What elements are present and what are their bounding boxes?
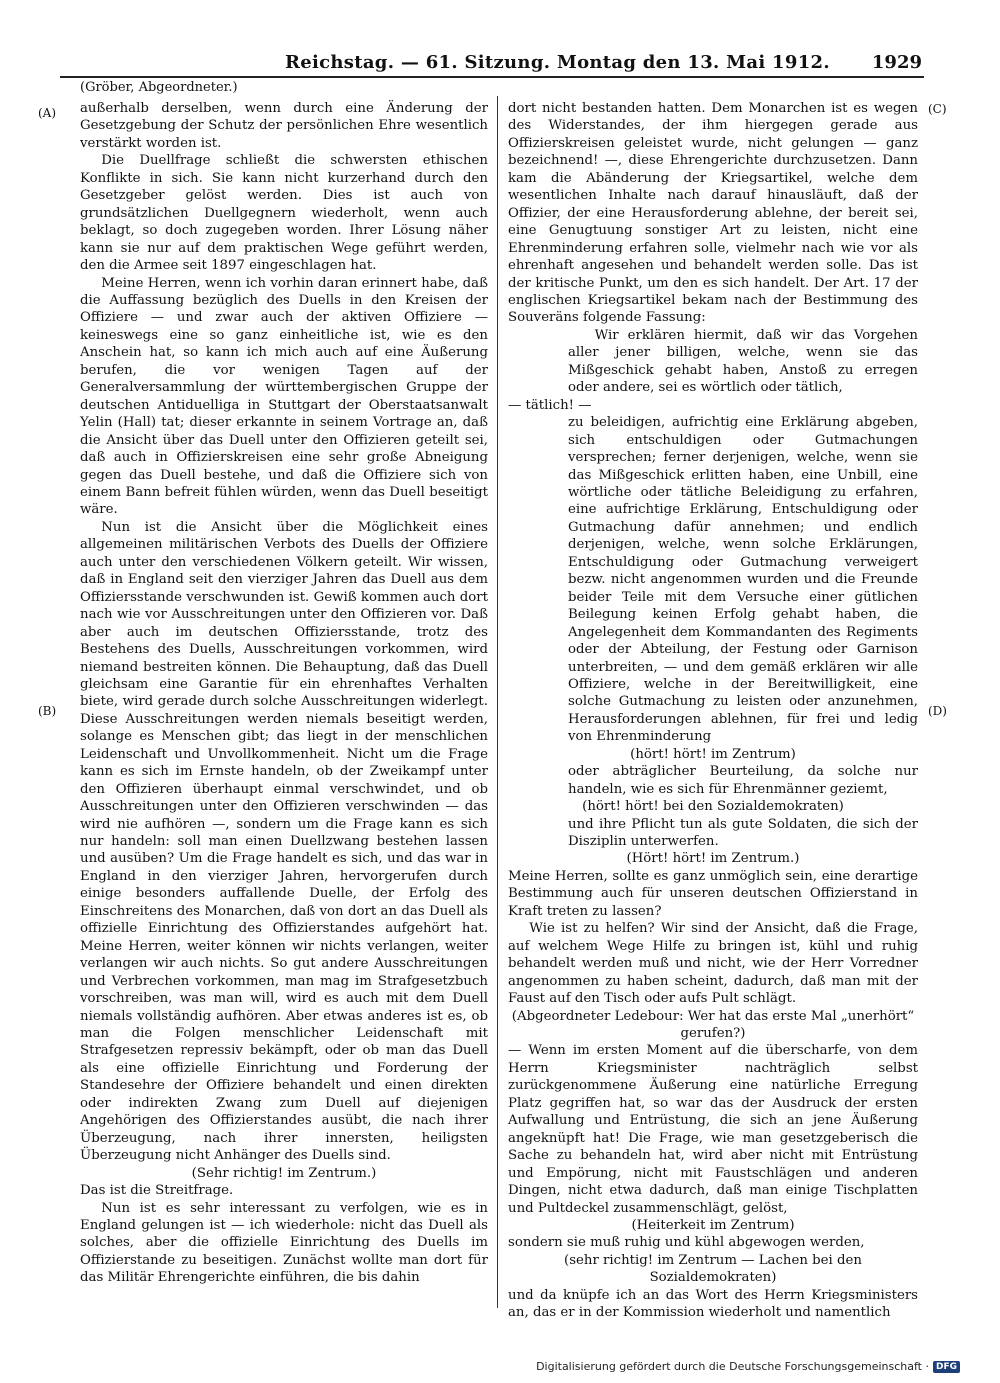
interjection: — tätlich! — <box>508 397 592 413</box>
quoted-article: zu beleidigen, aufrichtig eine Erklärung abgeben, sich entschuldigen oder Gutmachungen versprechen; ferner derjenigen, welche, wenn sie das Mißgeschick erlitten haben, eine Unbill, eine wörtliche oder tätliche Beleidigung zu erfahren, eine aufrichtige Erklärung, Entschuldigung oder Gutmachung dafür annehmen; und endlich derjenigen, welche, wenn solche Erklärungen, Entschuldigung oder Gutmachung verweigert bezw. nicht angenommen wurden und die Freunde beider Teile mit dem Versuche einer gütlichen Beilegung keinen Erfolg gehabt haben, die Angelegenheit dem Kommandanten des Regiments oder der Abteilung, der Festung oder Garnison unterbreiten, — und dem gemäß erklären wir alle Offiziere, welche in der Bereitwilligkeit, eine solche Gutmachung zu leisten oder anzunehmen, Herausforderungen ablehnen, für frei und ledig von Ehrenminderung <box>568 415 918 745</box>
interjection: (Sehr richtig! im Zentrum.) <box>191 1165 377 1181</box>
header-rule <box>60 76 924 78</box>
interjection: (Heiterkeit im Zentrum) <box>631 1218 795 1233</box>
margin-marker-a: (A) <box>38 106 57 120</box>
paragraph: Nun ist die Ansicht über die Möglichkeit eines allgemeinen militärischen Verbots des Duells der Offiziere auch unter den verschiedenen Völkern geteilt. Wir wissen, daß in England seit den vierziger Jahren das Duell aus dem Offiziersstande verschwunden ist. Gewiß kommen auch dort nach wie vor Ausschreitungen unter den Offizieren vor. Daß aber auch im deutschen Offiziersstande, trotz des Bestehens des Duells, Ausschreitungen vorkommen, wird niemand bestreiten können. Die Behauptung, daß das Duell gleichsam eine Garantie für ein ehrenhaftes Verhalten biete, wird gerade durch solche Ausschreitungen widerlegt. Diese Ausschreitungen werden niemals beseitigt werden, solange es Menschen gibt; das liegt in der menschlichen Leidenschaft und Unvollkommenheit. Nicht um die Frage kann es sich im Ernste handeln, ob der Zweikampf unter den Offizieren überhaupt einmal verschwindet, und ob Ausschreitungen unter den Offizieren verschwinden — das wird nie aufhören —, sondern um die Frage kann es sich nur handeln: soll man einen Duellzwang bestehen lassen und ausüben? Um die Frage handelt es sich, und das war in England in den vierziger Jahren, hervorgerufen durch einige besonders auffallende Duelle, der Erfolg des Einschreitens des Monarchen, daß von dort an das Duell als offizielle Einrichtung des Offizierstandes aufgehört hat. Meine Herren, weiter können wir nichts verlangen, weiter verlangen wir auch nichts. So gut andere Ausschreitungen und Verbrechen vorkommen, man mag im Strafgesetzbuch vorschreiben, was man will, wird es auch mit dem Duell niemals vollständig aufhören. Aber etwas anderes ist es, ob man die Folgen menschlicher Leidenschaft mit Strafgesetzen repressiv bekämpft, oder ob man das Duell als eine offizielle Einrichtung und Forderung der Standesehre der Offiziere behandelt und einen direkten oder indirekten Zwang zum Duell auf diejenigen Angehörigen des Offizierstandes ausübt, die nach ihrer Überzeugung, nach ihrer innersten, heiligsten Überzeugung nicht Anhänger des Duells sind. <box>80 519 488 1164</box>
footer-text: Digitalisierung gefördert durch die Deutsche Forschungsgemeinschaft · <box>536 1360 929 1373</box>
interjection: (Abgeordneter Ledebour: Wer hat das erste Mal „unerhört“ gerufen?) <box>511 1008 915 1042</box>
paragraph: Die Duellfrage schließt die schwersten ethischen Konflikte in sich. Sie kann nicht kurzerhand durch den Gesetzgeber gelöst werden. Dies ist auch von grundsätzlichen Duellgegnern wiederholt, wenn auch beklagt, so doch zugegeben worden. Ihrer Lösung näher kann sie nur auf dem praktischen Wege geführt werden, den die Armee seit 1897 eingeschlagen hat. <box>80 153 488 274</box>
quoted-article: Wir erklären hiermit, daß wir das Vorgehen aller jener billigen, welche, wenn sie das Mißgeschick gehabt haben, Anstoß zu erregen oder andere, sei es wörtlich oder tätlich, <box>568 327 918 396</box>
running-title: Reichstag. — 61. Sitzung. Montag den 13. Mai 1912. <box>285 52 830 73</box>
speaker-label: (Gröber, Abgeordneter.) <box>80 80 238 95</box>
paragraph: — Wenn im ersten Moment auf die überscharfe, von dem Herrn Kriegsminister nachträglich selbst zurückgenommene Äußerung eine natürliche Erregung Platz gegriffen hat, so war das der Ausdruck der ersten Aufwallung und Entrüstung, die sich an jene Äußerung angeknüpft hat! Die Frage, wie man gesetzgeberisch die Sache zu behandeln hat, wird aber nicht mit Entrüstung und Empörung, nicht mit Faustschlägen und anderen Dingen, nicht etwa dadurch, daß man einige Tischplatten und Pultdeckel zusammenschlägt, gelöst, <box>508 1043 918 1216</box>
paragraph: und da knüpfe ich an das Wort des Herrn Kriegsministers an, das er in der Kommission wiederholt und namentlich <box>508 1287 918 1321</box>
quoted-article: und ihre Pflicht tun als gute Soldaten, die sich der Disziplin unterwerfen. <box>568 816 918 850</box>
margin-marker-c: (C) <box>928 102 947 116</box>
paragraph: sondern sie muß ruhig und kühl abgewogen werden, <box>508 1235 865 1251</box>
paragraph: Meine Herren, wenn ich vorhin daran erinnert habe, daß die Auffassung bezüglich des Duells in den Kreisen der Offiziere — und zwar auch der aktiven Offiziere — keineswegs eine so ganz einheitliche ist, wie es den Anschein hat, so kann ich mich auch auf eine Äußerung berufen, die vor wenigen Tagen auf der Generalversammlung der württembergischen Gruppe der deutschen Antiduelliga in Stuttgart der Oberstaatsanwalt Yelin (Hall) tat; dieser erkannte in seinem Vortrage an, daß die Ansicht über das Duell unter den Offizieren geteilt sei, daß auch in Offizierskreisen eine sehr große Abneigung gegen das Duell bestehe, und daß die Offiziere sich von einem Bann befreit fühlen würden, wenn das Duell beseitigt wäre. <box>80 275 488 518</box>
paragraph: Meine Herren, sollte es ganz unmöglich sein, eine derartige Bestimmung auch für unseren deutschen Offizierstand in Kraft treten zu lassen? <box>508 868 918 919</box>
interjection: (hört! hört! im Zentrum) <box>630 746 796 762</box>
paragraph: Wie ist zu helfen? Wir sind der Ansicht, daß die Frage, auf welchem Wege Hilfe zu bringen ist, kühl und ruhig behandelt werden muß und nicht, wie der Herr Vorredner angenommen zu haben scheint, dadurch, daß man mit der Faust auf den Tisch oder aufs Pult schlägt. <box>508 921 918 1007</box>
paragraph: dort nicht bestanden hatten. Dem Monarchen ist es wegen des Widerstandes, der ihm hiergegen gerade aus Offizierskreisen geleistet wurde, nicht gelungen — ganz bezeichnend! —, diese Ehrengerichte durchzusetzen. Dann kam die Abänderung der Kriegsartikel, welche dem wesentlichen Inhalte nach darauf hinausläuft, daß der Offizier, der eine Herausforderung ablehne, der bereit sei, eine Genugtuung sonstiger Art zu leisten, nicht eine Ehrenminderung erfahren solle, vielmehr nach wie vor als ehrenhaft angesehen und behandelt werden solle. Das ist der kritische Punkt, um den es sich handelt. Der Art. 17 der englischen Kriegsartikel bekam nach der Bestimmung des Souveräns folgende Fassung: <box>508 101 918 326</box>
paragraph: außerhalb derselben, wenn durch eine Änderung der Gesetzgebung der Schutz der persönlichen Ehre wesentlich verstärkt worden ist. <box>80 101 488 151</box>
quoted-article: oder abträglicher Beurteilung, da solche nur handeln, wie es sich für Ehrenmänner geziemt, <box>568 764 918 797</box>
margin-marker-b: (B) <box>38 704 57 718</box>
right-column <box>508 100 918 1321</box>
margin-marker-d: (D) <box>928 704 947 718</box>
dfg-logo-icon: DFG <box>933 1361 960 1373</box>
paragraph: Das ist die Streitfrage. <box>80 1183 234 1199</box>
paragraph: Nun ist es sehr interessant zu verfolgen, wie es in England gelungen ist — ich wiederhole: nicht das Duell als solches, aber die offizielle Einrichtung des Duells im Offizierstande zu beseitigen. Zunächst wollte man dort für das Militär Ehrengerichte einführen, die bis dahin <box>80 1200 488 1286</box>
running-header <box>60 52 922 78</box>
interjection: (Hört! hört! im Zentrum.) <box>626 851 800 867</box>
column-divider <box>497 96 498 1308</box>
footer-credit <box>536 1360 960 1373</box>
page-number: 1929 <box>871 52 922 73</box>
interjection: (hört! hört! bei den Sozialdemokraten) <box>582 799 844 815</box>
interjection: (sehr richtig! im Zentrum — Lachen bei den Sozialdemokraten) <box>564 1252 862 1286</box>
left-column <box>80 100 488 1310</box>
